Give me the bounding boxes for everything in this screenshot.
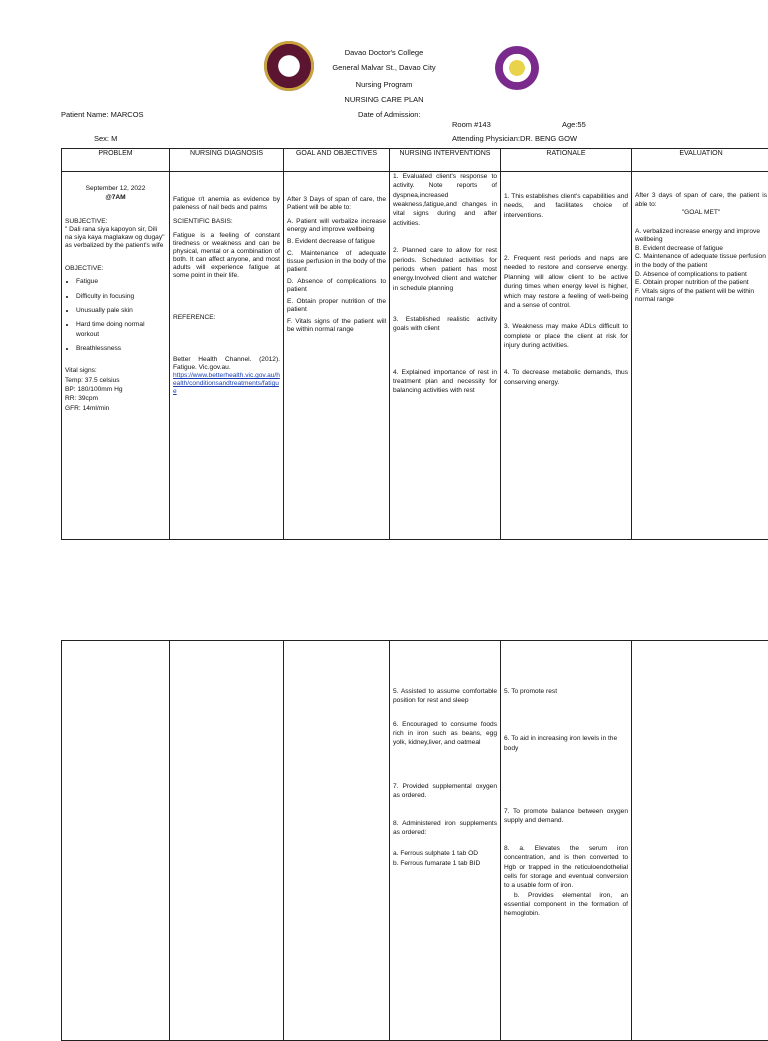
- reference-link[interactable]: https://www.betterhealth.vic.gov.au/health/conditionsandtreatments/fatigue: [173, 372, 280, 396]
- vital-sign: RR: 39cpm: [65, 394, 166, 403]
- table-header-row: [62, 149, 768, 172]
- goal-item: B. Evident decrease of fatigue: [287, 238, 386, 246]
- program-name: Nursing Program: [0, 80, 768, 89]
- list-item: • Difficulty in focusing: [76, 292, 166, 301]
- evaluation-item: D. Absence of complications to patient: [635, 271, 767, 280]
- reference-citation: Better Health Channel. (2012). Fatigue. Vic.gov.au.: [173, 356, 280, 372]
- evaluation-item: A. verbalized increase energy and improve wellbeing: [635, 228, 767, 245]
- subjective-label: SUBJECTIVE:: [65, 217, 166, 226]
- evaluation-item: C. Maintenance of adequate tissue perfusion in the body of the patient: [635, 253, 767, 270]
- table-row: [62, 172, 768, 540]
- iron-supplement-item: a. Ferrous sulphate 1 tab OD: [393, 849, 497, 858]
- vital-signs-label: Vital signs:: [65, 366, 166, 375]
- column-header: PROBLEM: [62, 149, 170, 172]
- intervention-item: 2. Planned care to allow for rest periods. Scheduled activities for periods when patient has most energy.Involved client and watcher in schedule planning: [393, 246, 497, 293]
- intervention-item: 4. Explained importance of rest in treatment plan and necessity for balancing activities with rest: [393, 368, 497, 396]
- intervention-item: 5. Assisted to assume comfortable position for rest and sleep: [393, 687, 497, 706]
- rationale-item: 3. Weakness may make ADLs difficult to complete or place the client at risk for injury during activities.: [504, 322, 628, 350]
- care-plan-table-page-1: [61, 148, 768, 540]
- objective-list: [65, 277, 166, 353]
- goal-status: "GOAL MET": [635, 209, 767, 218]
- evaluation-cell: [632, 172, 768, 540]
- college-name: Davao Doctor's College: [0, 48, 768, 57]
- diagnosis-statement: Fatigue r/t anemia as evidence by paleness of nail beds and palms: [173, 196, 280, 212]
- goal-item: A. Patient will verbalize increase energy and improve wellbeing: [287, 218, 386, 234]
- vital-sign: BP: 180/100mm Hg: [65, 385, 166, 394]
- goal-item: E. Obtain proper nutrition of the patient: [287, 298, 386, 314]
- evaluation-item: F. Vitals signs of the patient will be within normal range: [635, 288, 767, 305]
- intervention-item: 1. Evaluated client's response to activity. Note reports of dyspnea,increased weakness,fatigue,and changes in vital signs during and after activities.: [393, 172, 497, 228]
- attending-physician: Attending Physician:DR. BENG GOW: [452, 134, 577, 143]
- patient-sex-label: Sex:: [94, 134, 109, 143]
- list-item: • Fatigue: [76, 277, 166, 286]
- diagnosis-cell-empty: [170, 641, 284, 1041]
- interventions-cell: [390, 172, 501, 540]
- rationale-item: 2. Frequent rest periods and naps are needed to restore and conserve energy. Planning will allow client to be active during times when energy level is higher, which may restore a feeling of well-being and a sense of control.: [504, 254, 628, 310]
- goals-cell: [284, 172, 390, 540]
- rationale-item: 5. To promote rest: [504, 687, 628, 696]
- intervention-item: 6. Encouraged to consume foods rich in iron such as beans, egg yolk, kidney,liver, and oatmeal: [393, 720, 497, 748]
- rationale-cell: [501, 641, 632, 1041]
- patient-name-label: Patient Name:: [61, 110, 109, 119]
- column-header: EVALUATION: [632, 149, 768, 172]
- subjective-text: " Dali rana siya kapoyon sir, Dili na siya kaya maglakaw og dugay" as verbalized by the patient's wife: [65, 226, 166, 250]
- care-plan-table-page-2: [61, 640, 768, 1041]
- college-address: General Malvar St., Davao City: [0, 63, 768, 72]
- rationale-item: 1. This establishes client's capabilities and needs, and facilitates choice of interventions.: [504, 192, 628, 220]
- interventions-cell: [390, 641, 501, 1041]
- iron-supplement-item: b. Ferrous fumarate 1 tab BID: [393, 859, 497, 868]
- evaluation-intro: After 3 days of span of care, the patient is able to:: [635, 192, 767, 209]
- rationale-cell: [501, 172, 632, 540]
- evaluation-item: E. Obtain proper nutrition of the patient: [635, 279, 767, 288]
- goal-item: C. Maintenance of adequate tissue perfusion in the body of the patient: [287, 250, 386, 274]
- evaluation-item: B. Evident decrease of fatigue: [635, 245, 767, 254]
- intervention-item: 8. Administered iron supplements as ordered:: [393, 819, 497, 838]
- problem-cell-empty: [62, 641, 170, 1041]
- patient-sex-field: [94, 134, 117, 143]
- rationale-item: 8. a. Elevates the serum iron concentration, and is then converted to Hgb or trapped in the reticuloendothelial cells for storage and eventual conversion to a usable form of iron.: [504, 844, 628, 891]
- scientific-basis-text: Fatigue is a feeling of constant tiredness or weakness and can be physical, mental or a combination of both. It can affect anyone, and most adults will experience fatigue at some point in their life.: [173, 232, 280, 280]
- diagnosis-cell: [170, 172, 284, 540]
- vital-sign: GFR: 14ml/min: [65, 404, 166, 413]
- rationale-item: 7. To promote balance between oxygen supply and demand.: [504, 807, 628, 826]
- intervention-item: 3. Established realistic activity goals with client: [393, 315, 497, 334]
- vital-sign: Temp: 37.5 celsius: [65, 376, 166, 385]
- admission-date-label: Date of Admission:: [358, 110, 421, 119]
- patient-name-field: [61, 110, 144, 119]
- patient-sex-value: M: [111, 134, 117, 143]
- list-item: • Hard time doing normal workout: [76, 320, 166, 339]
- room-number: Room #143: [452, 120, 491, 129]
- assessment-date: September 12, 2022: [65, 184, 166, 193]
- scientific-basis-label: SCIENTIFIC BASIS:: [173, 218, 280, 226]
- column-header: GOAL AND OBJECTIVES: [284, 149, 390, 172]
- goal-item: D. Absence of complications to patient: [287, 278, 386, 294]
- list-item: • Unusually pale skin: [76, 306, 166, 315]
- goals-cell-empty: [284, 641, 390, 1041]
- assessment-time: @7AM: [65, 193, 166, 202]
- table-row: [62, 641, 768, 1041]
- rationale-item: 6. To aid in increasing iron levels in the body: [504, 734, 628, 753]
- goals-intro: After 3 Days of span of care, the Patient will be able to:: [287, 196, 386, 212]
- evaluation-cell-empty: [632, 641, 768, 1041]
- goal-item: F. Vitals signs of the patient will be within normal range: [287, 318, 386, 334]
- intervention-item: 7. Provided supplemental oxygen as ordered.: [393, 782, 497, 801]
- objective-label: OBJECTIVE:: [65, 264, 166, 273]
- patient-name-value: MARCOS: [111, 110, 144, 119]
- patient-age: Age:55: [562, 120, 586, 129]
- document-title: NURSING CARE PLAN: [0, 95, 768, 104]
- rationale-item: b. Provides elemental iron, an essential component in the formation of hemoglobin.: [504, 891, 628, 919]
- rationale-item: 4. To decrease metabolic demands, thus conserving energy.: [504, 368, 628, 387]
- column-header: NURSING DIAGNOSIS: [170, 149, 284, 172]
- list-item: • Breathlessness: [76, 344, 166, 353]
- reference-label: REFERENCE:: [173, 314, 280, 322]
- problem-cell: [62, 172, 170, 540]
- column-header: NURSING INTERVENTIONS: [390, 149, 501, 172]
- column-header: RATIONALE: [501, 149, 632, 172]
